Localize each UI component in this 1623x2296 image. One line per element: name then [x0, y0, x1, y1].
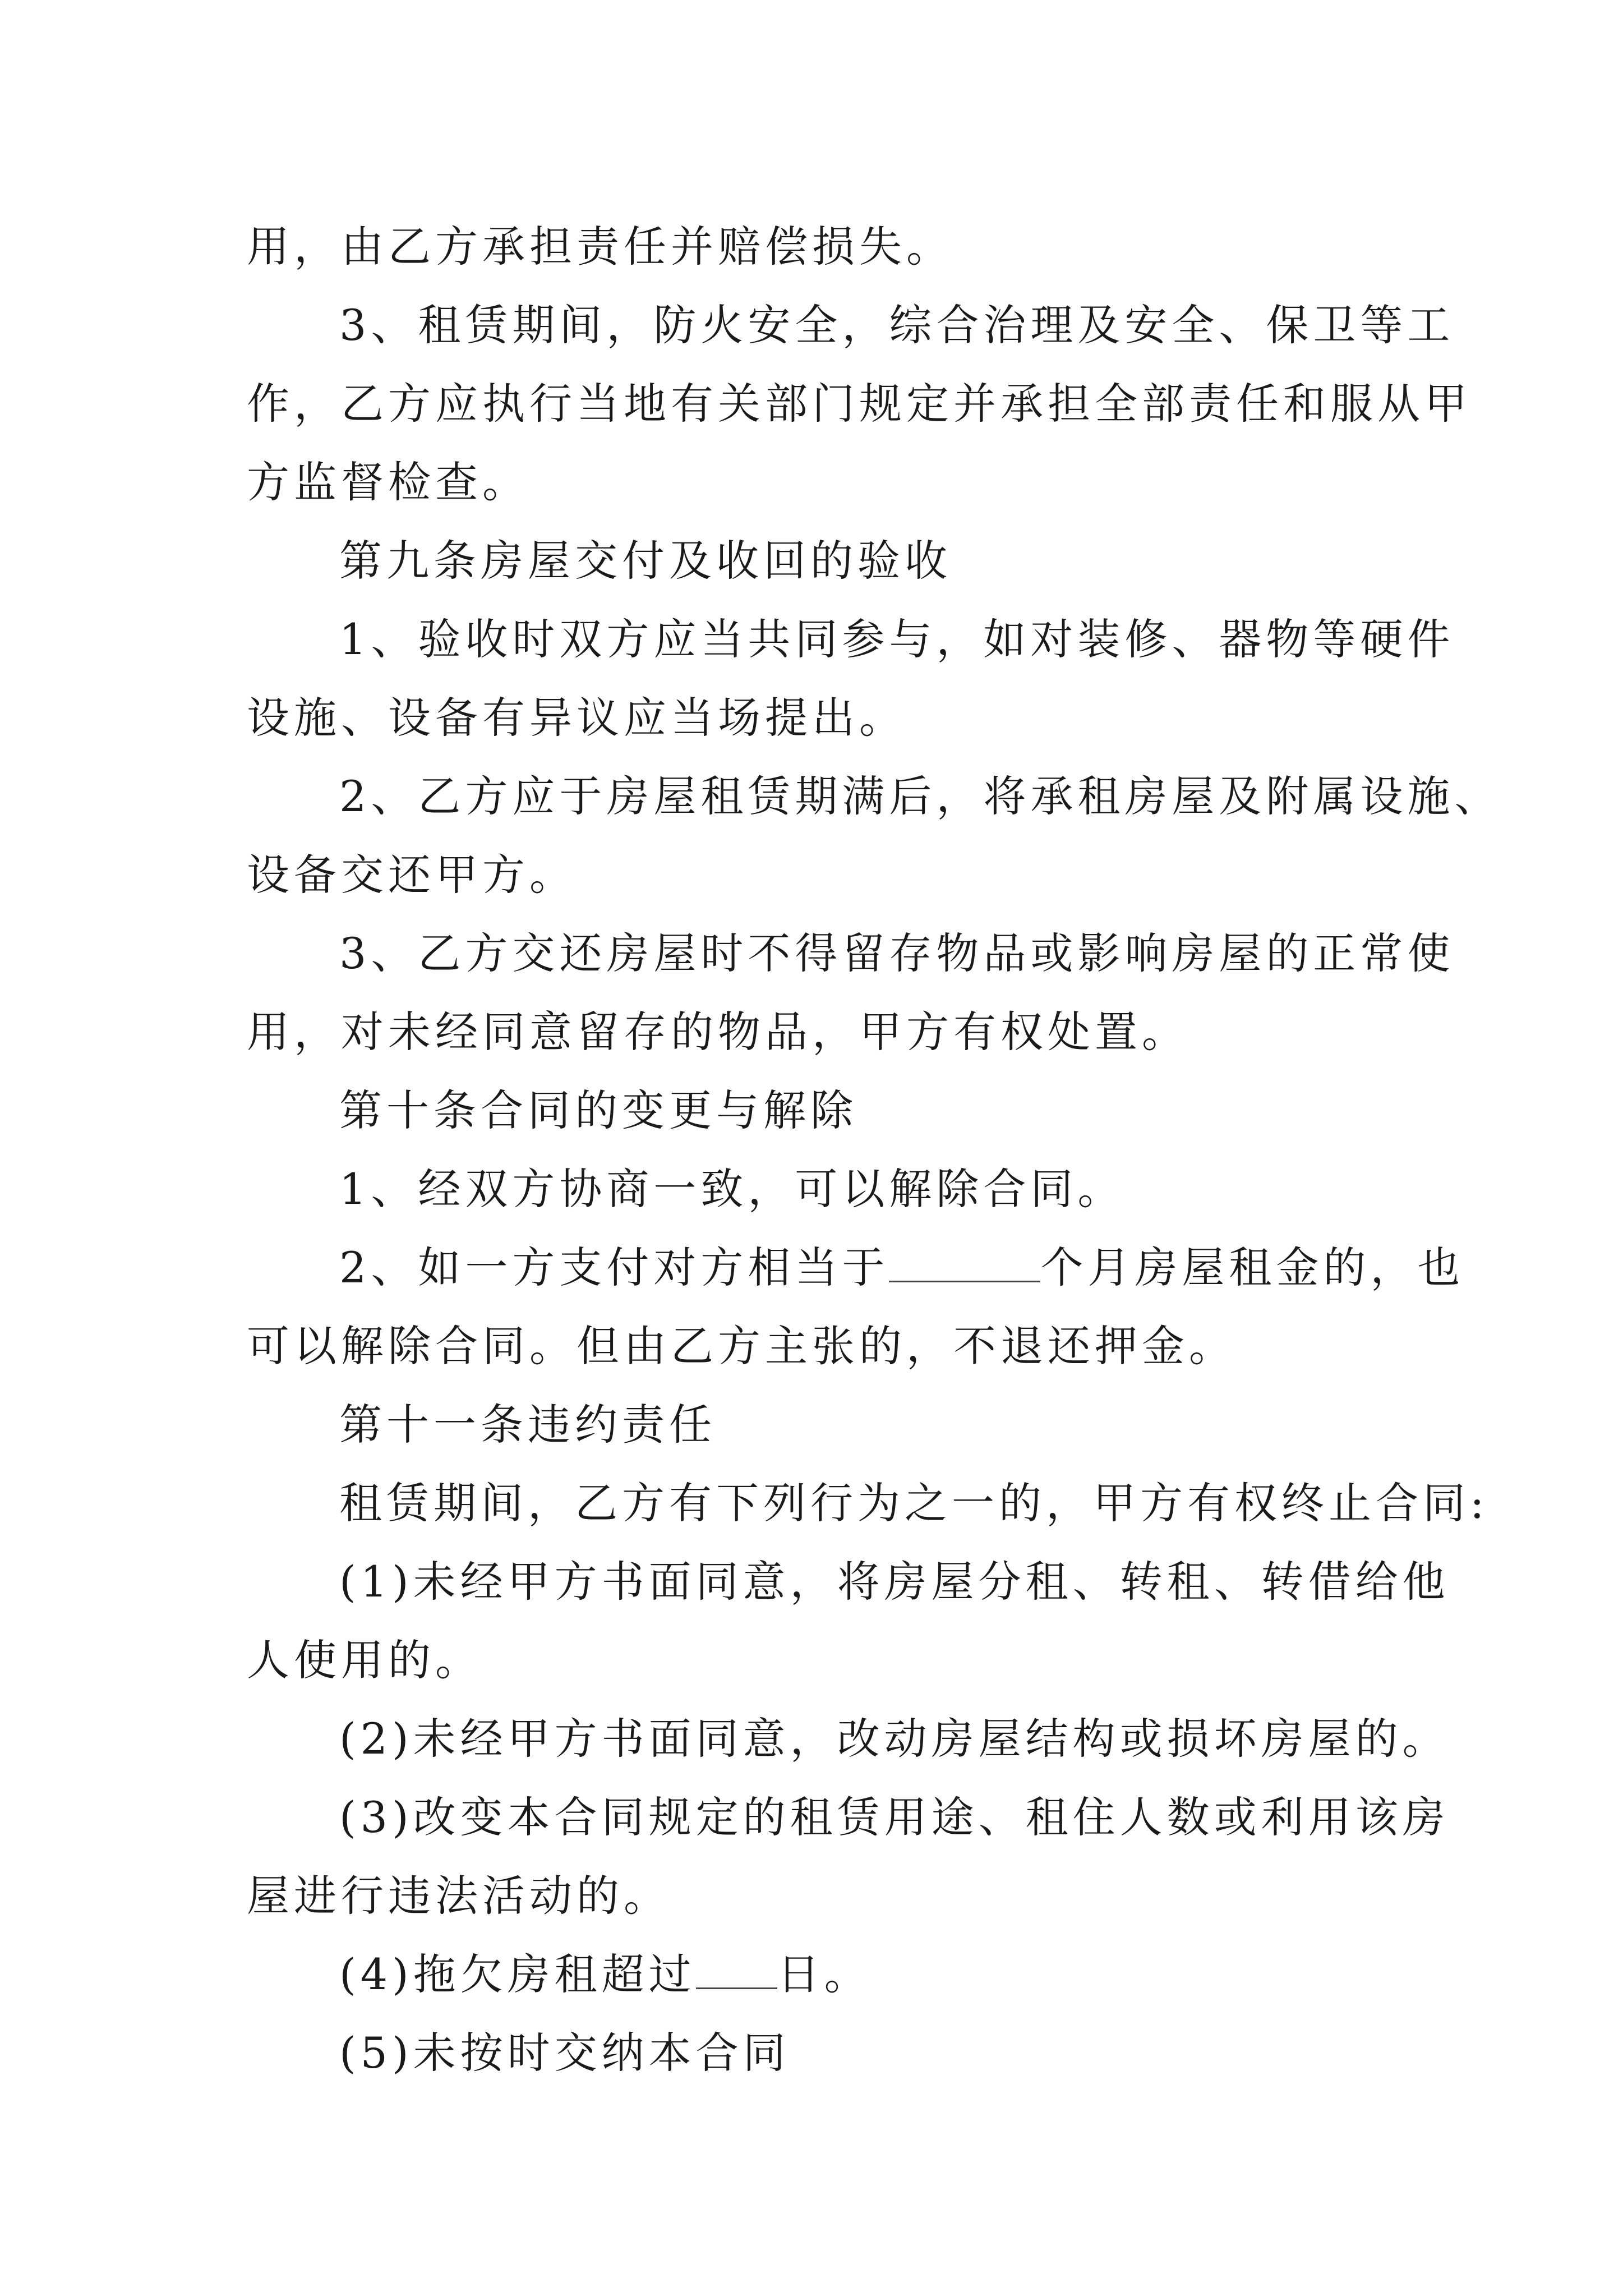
paragraph-line: (1)未经甲方书面同意，将房屋分租、转租、转借给他: [339, 1557, 1450, 1607]
paragraph-line: 方监督检查。: [247, 457, 529, 507]
paragraph-line: 3、乙方交还房屋时不得留存物品或影响房屋的正常使: [339, 928, 1455, 978]
paragraph-line: 屋进行违法活动的。: [247, 1871, 671, 1921]
text-after-blank: 日。: [777, 1949, 872, 1999]
section-heading: 第十一条违约责任: [339, 1400, 716, 1450]
paragraph-line: 设施、设备有异议应当场提出。: [247, 693, 906, 743]
paragraph-line: 1、经双方协商一致，可以解除合同。: [339, 1164, 1125, 1214]
paragraph-line-with-blank: [247, 1935, 1385, 2014]
document-body: [247, 208, 1502, 2092]
section-heading: 第九条房屋交付及收回的验收: [339, 536, 952, 586]
text-before-blank: (4)拖欠房租超过: [339, 1949, 696, 1999]
text-before-blank: 2、如一方支付对方相当于: [339, 1243, 889, 1292]
paragraph-line: (2)未经甲方书面同意，改动房屋结构或损坏房屋的。: [339, 1714, 1450, 1764]
line-tail: 也: [1417, 1243, 1465, 1292]
paragraph-line: 人使用的。: [247, 1635, 482, 1685]
fill-in-blank: [889, 1241, 1040, 1282]
text-after-blank: 个月房屋租金的，: [1040, 1243, 1418, 1292]
paragraph-line: 设备交还甲方。: [247, 850, 577, 900]
paragraph-line: 用，对未经同意留存的物品，甲方有权处置。: [247, 1007, 1189, 1057]
paragraph-line: 可以解除合同。但由乙方主张的，不退还押金。: [247, 1321, 1236, 1371]
paragraph-line-with-blank: [247, 1228, 1465, 1307]
paragraph-line: (3)改变本合同规定的租赁用途、租住人数或利用该房: [339, 1792, 1450, 1842]
paragraph-line: 1、验收时双方应当共同参与，如对装修、器物等硬件: [339, 614, 1455, 664]
section-heading: 第十条合同的变更与解除: [339, 1085, 857, 1135]
paragraph-line: (5)未按时交纳本合同: [339, 2028, 790, 2078]
paragraph-line: 2、乙方应于房屋租赁期满后，将承租房屋及附属设施、: [339, 771, 1502, 821]
paragraph-line: 作，乙方应执行当地有关部门规定并承担全部责任和服从甲: [247, 379, 1472, 429]
paragraph-line: 3、租赁期间，防火安全，综合治理及安全、保卫等工: [339, 300, 1455, 350]
paragraph-line: 租赁期间，乙方有下列行为之一的，甲方有权终止合同:: [339, 1478, 1489, 1528]
fill-in-blank: [696, 1948, 777, 1989]
paragraph-line: 用，由乙方承担责任并赔偿损失。: [247, 222, 953, 272]
